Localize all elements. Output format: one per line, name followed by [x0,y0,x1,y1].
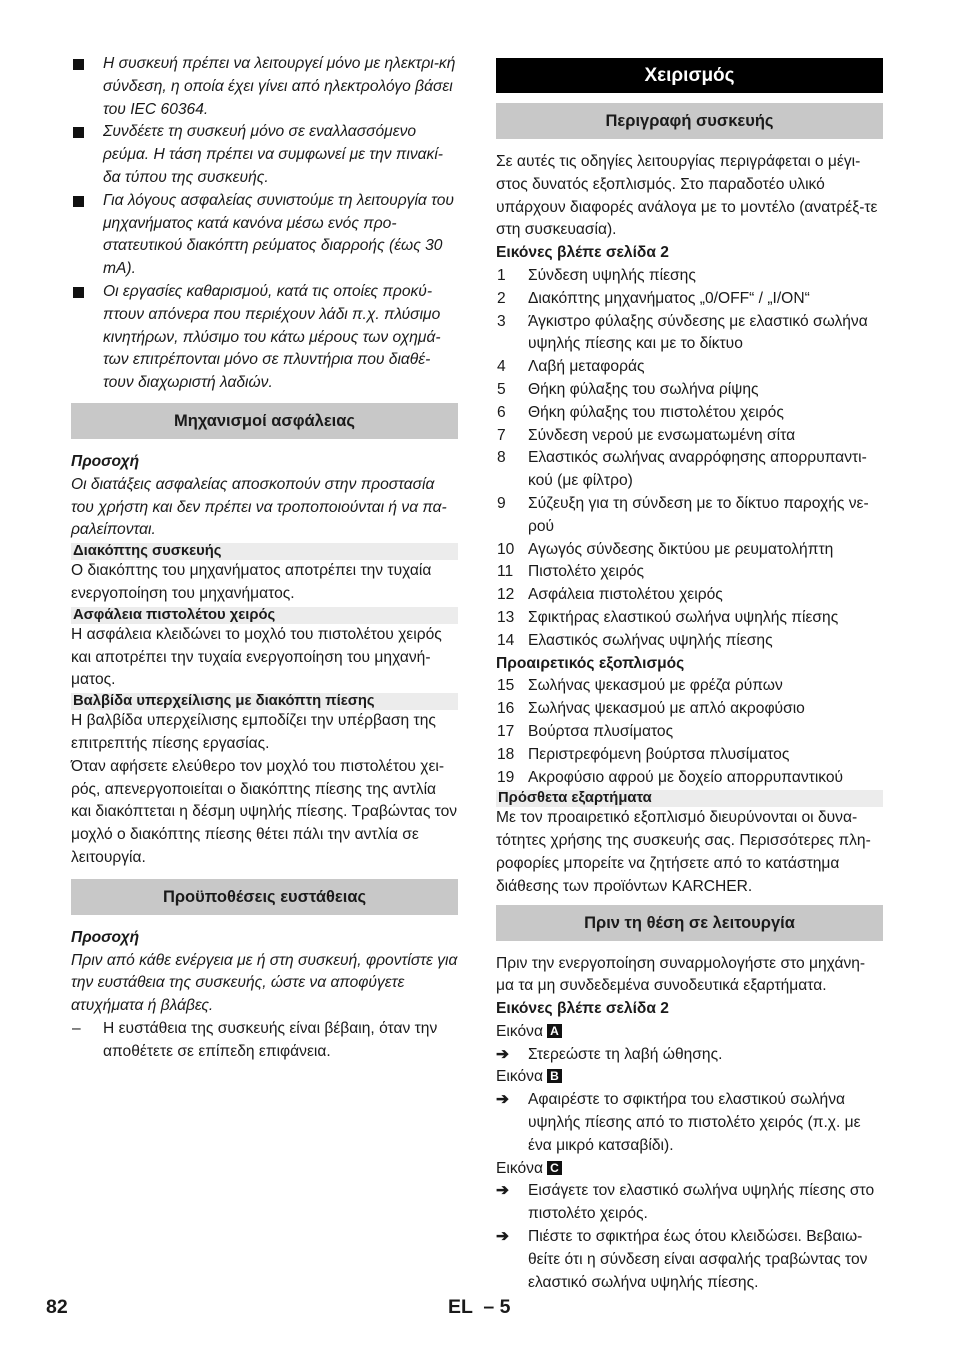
bullet-item: Οι εργασίες καθαρισμού, κατά τις οποίες προκύ-πτουν απόνερα που περιέχουν λάδι π.χ. πλύσιμο κινητήρων, πλύσιμο του κάτω μέρους των οχημά-των επιτρέπονται μόνο σε πλυντήρια που διαθέ-τουν διαχωριστή λαδιών. [71,281,458,395]
bullet-item: Συνδέετε τη συσκευή μόνο σε εναλλασσόμενο ρεύμα. Η τάση πρέπει να συμφωνεί με την πινακί-δα τύπου της συσκευής. [71,121,458,189]
numbered-list-item [496,425,883,448]
caution-label: Προσοχή [71,452,140,470]
numbered-list-item [496,539,883,562]
figures-reference: Εικόνες βλέπε σελίδα 2 [496,1000,669,1018]
item-number: 17 [497,722,515,740]
item-text: Αγωγός σύνδεσης δικτύου με ρευματολήπτη [528,540,834,558]
item-number: 1 [497,266,506,284]
numbered-list-item [496,744,883,767]
item-number: 9 [497,494,506,512]
paragraph: Πριν την ενεργοποίηση συναρμολογήστε στο μηχάνη-μα τα μη συνδεδεμένα συνοδευτικά εξαρτήματα. [496,954,866,995]
numbered-list-item [496,607,883,630]
item-text: Σφικτήρας ελαστικού σωλήνα υψηλής πίεσης [528,608,839,626]
numbered-list-item [496,356,883,379]
figure-label-c: Εικόνα C [496,1158,883,1181]
figures-reference: Εικόνες βλέπε σελίδα 2 [496,244,669,262]
subheading-overflow-valve: Βαλβίδα υπερχείλισης με διακόπτη πίεσης [71,693,458,710]
caution-text: Οι διατάξεις ασφαλείας αποσκοπούν στην προστασία του χρήστη και δεν πρέπει να τροποποιούνται ή να πα-ραλείπονται. [71,475,447,539]
square-bullet-icon [73,59,84,70]
numbered-list-item [496,379,883,402]
subheading-gun-lock: Ασφάλεια πιστολέτου χειρός [71,607,458,624]
item-number: 12 [497,586,515,604]
item-text: Σύνδεση υψηλής πίεσης [528,266,696,284]
item-text: Περιστρεφόμενη βούρτσα πλυσίματος [528,745,790,763]
item-text: Σύνδεση νερού με ενσωματωμένη σίτα [528,426,796,444]
item-number: 10 [497,540,515,558]
numbered-list-item [496,265,883,288]
chapter-title: Χειρισμός [496,58,883,93]
item-text: Σωλήνας ψεκασμού με απλό ακροφύσιο [528,700,805,718]
page-number: 82 [46,1296,68,1318]
arrow-right-icon: ➔ [496,1091,510,1109]
caution-label: Προσοχή [71,928,140,946]
item-text: Σωλήνας ψεκασμού με φρέζα ρύπων [528,677,783,695]
item-number: 13 [497,608,515,626]
item-text: Ακροφύσιο αφρού με δοχείο απορρυπαντικού [528,768,844,786]
figure-c-badge: C [547,1161,562,1175]
item-text: Ελαστικός σωλήνας υψηλής πίεσης [528,631,773,649]
step-item: ➔ Αφαιρέστε το σφικτήρα του ελαστικού σωλήνα υψηλής πίεσης από το πιστολέτο χειρός (π.χ. με ένα μικρό κατσαβίδι). [496,1091,861,1154]
item-number: 11 [497,563,514,581]
item-number: 18 [497,745,515,763]
item-text: Ελαστικός σωλήνας αναρρόφησης απορρυπαντι-κού (με φίλτρο) [528,449,867,490]
figure-a-badge: A [547,1024,562,1038]
item-number: 16 [497,700,515,718]
parts-list [496,265,883,653]
dash-list-item: – Η ευστάθεια της συσκευής είναι βέβαιη, όταν την αποθέτετε σε επίπεδη επιφάνεια. [72,1019,438,1060]
section-title-before-start: Πριν τη θέση σε λειτουργία [496,905,883,941]
subheading-device-switch: Διακόπτης συσκευής [71,543,458,560]
step-item: ➔ Εισάγετε τον ελαστικό σωλήνα υψηλής πίεσης στο πιστολέτο χειρός. [496,1182,875,1223]
paragraph: Η ασφάλεια κλειδώνει το μοχλό του πιστολέτου χειρός και αποτρέπει την τυχαία ενεργοποίηση του μηχανή-ματος. [71,625,442,689]
numbered-list-item [496,288,883,311]
item-text: Θήκη φύλαξης του σωλήνα ρίψης [528,380,759,398]
item-number: 19 [497,768,515,786]
numbered-list-item [496,447,883,493]
paragraph: Ο διακόπτης του μηχανήματος αποτρέπει την τυχαία ενεργοποίηση του μηχανήματος. [71,562,432,602]
numbered-list-item [496,493,883,539]
dash-bullet: – [72,1019,81,1037]
figure-b-badge: B [547,1069,562,1083]
item-number: 8 [497,449,506,467]
optional-list [496,675,883,789]
arrow-right-icon: ➔ [496,1228,510,1246]
arrow-right-icon: ➔ [496,1045,510,1063]
item-text: Θήκη φύλαξης του πιστολέτου χειρός [528,403,784,421]
step-item: ➔ Πιέστε το σφικτήρα έως ότου κλειδώσει. Βεβαιω-θείτε ότι η σύνδεση είναι ασφαλής τραβώντας τον ελαστικό σωλήνα υψηλής πίεσης. [496,1228,868,1291]
square-bullet-icon [73,287,84,298]
numbered-list-item [496,311,883,357]
item-number: 2 [497,289,506,307]
step-item: ➔ Στερεώστε τη λαβή ώθησης. [496,1044,883,1067]
numbered-list-item [496,698,883,721]
item-number: 6 [497,403,506,421]
numbered-list-item [496,675,883,698]
figure-label-a: Εικόνα A [496,1021,883,1044]
item-number: 5 [497,380,506,398]
numbered-list-item [496,721,883,744]
item-text: Διακόπτης μηχανήματος „0/OFF“ / „I/ON“ [528,289,810,307]
item-text: Βούρτσα πλυσίματος [528,722,674,740]
item-text: Λαβή μεταφοράς [528,358,645,376]
paragraph: Η βαλβίδα υπερχείλισης εμποδίζει την υπέρβαση της επιτρεπτής πίεσης εργασίας. [71,712,436,752]
section-title-safety: Μηχανισμοί ασφάλειας [71,403,458,439]
subheading-accessories: Πρόσθετα εξαρτήματα [496,790,883,807]
item-number: 4 [497,358,506,376]
item-text: Ασφάλεια πιστολέτου χειρός [528,586,723,604]
page-code: EL – 5 [448,1296,511,1318]
item-number: 3 [497,312,506,330]
section-title-stability: Προϋποθέσεις ευστάθειας [71,879,458,915]
numbered-list-item [496,584,883,607]
left-column [71,53,458,1063]
square-bullet-icon [73,127,84,138]
numbered-list-item [496,630,883,653]
numbered-list-item [496,767,883,790]
item-number: 15 [497,677,515,695]
item-text: Άγκιστρο φύλαξης σύνδεσης με ελαστικό σωλήνα υψηλής πίεσης και με το δίκτυο [528,312,868,353]
optional-equipment-title: Προαιρετικός εξοπλισμός [496,654,685,672]
bullet-item: Για λόγους ασφαλείας συνιστούμε τη λειτουργία του μηχανήματος κατά κανόνα μέσω ενός προ-στατευτικού διακόπτη ρεύματος διαρροής (έως 30 mA). [71,190,458,281]
item-text: Πιστολέτο χειρός [528,563,645,581]
square-bullet-icon [73,196,84,207]
item-text: Σύζευξη για τη σύνδεση με το δίκτυο παροχής νε-ρού [528,494,869,535]
section-title-description: Περιγραφή συσκευής [496,103,883,139]
paragraph: Σε αυτές τις οδηγίες λειτουργίας περιγράφεται ο μέγι-στος δυνατός εξοπλισμός. Στο παραδοτέο υλικό υπάρχουν διαφορές ανάλογα με το μοντέλο (ανατρέξ-τε στη συσκευασία). [496,153,878,239]
figure-label-b: Εικόνα B [496,1066,883,1089]
numbered-list-item [496,561,883,584]
caution-text: Πριν από κάθε ενέργεια με ή στη συσκευή, φροντίστε για την ευστάθεια της συσκευής, ώστε να αποφύγετε ατυχήματα ή βλάβες. [71,951,458,1015]
item-number: 7 [497,426,506,444]
bullet-item: Η συσκευή πρέπει να λειτουργεί μόνο με ηλεκτρι-κή σύνδεση, η οποία έχει γίνει από ηλεκτρολόγο βάσει του IEC 60364. [71,53,458,121]
right-column [496,53,883,1294]
paragraph: Με τον προαιρετικό εξοπλισμό διευρύνονται οι δυνα-τότητες χρήσης της συσκευής σας. Περισσότερες πλη-ροφορίες μπορείτε να ζητήσετε από το κατάστημα διάθεσης των προϊόντων KARCHER. [496,809,871,895]
arrow-right-icon: ➔ [496,1182,510,1200]
paragraph: Όταν αφήσετε ελεύθερο τον μοχλό του πιστολέτου χει-ρός, απενεργοποιείται ο διακόπτης πίεσης της αντλία και διακόπτεται η δέσμη υψηλής πίεσης. Τραβώντας τον μοχλό ο διακόπτης πίεσης θέτει πάλι την αντλία σε λειτουργία. [71,757,458,866]
item-number: 14 [497,631,515,649]
numbered-list-item [496,402,883,425]
